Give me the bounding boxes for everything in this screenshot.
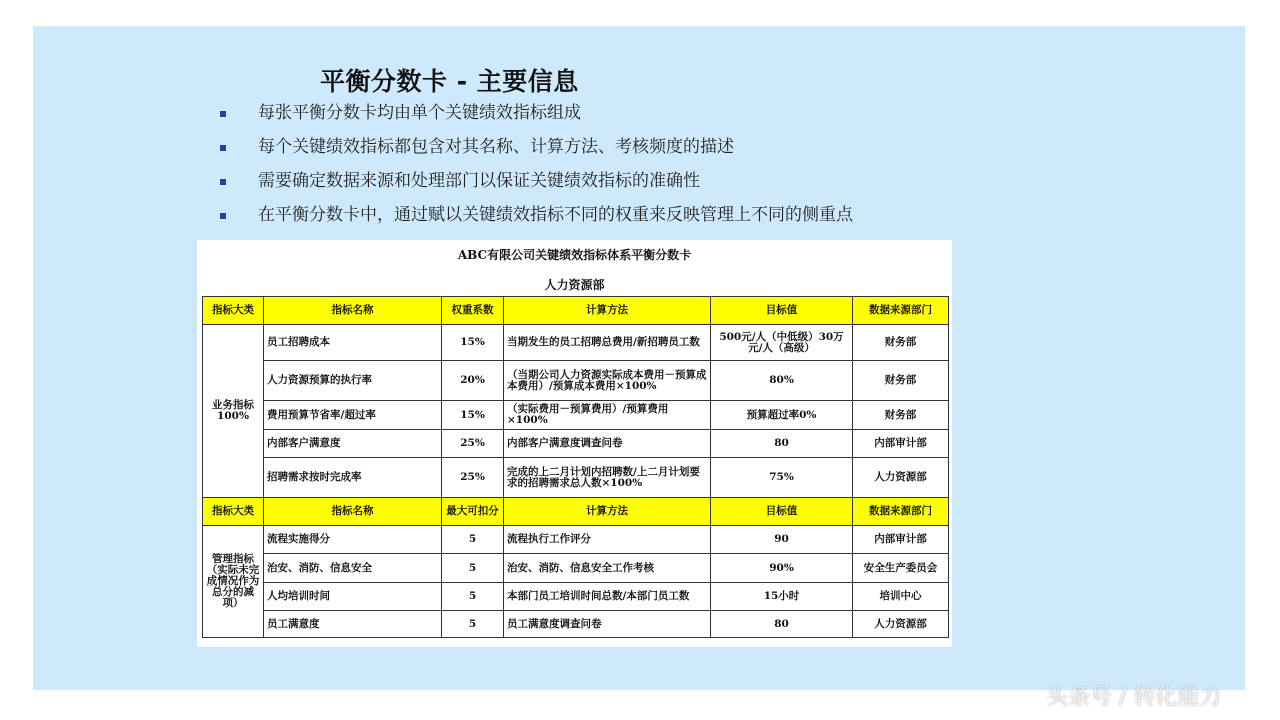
indicator-name: 人均培训时间 — [264, 583, 442, 611]
header-cell: 指标大类 — [203, 297, 264, 325]
header-cell: 指标名称 — [264, 498, 442, 526]
method-cell: 员工满意度调查问卷 — [504, 611, 711, 638]
header-cell: 目标值 — [711, 498, 853, 526]
target-cell: 15小时 — [711, 583, 853, 611]
group-label-management: 管理指标（实际未完成情况作为总分的减项） — [203, 526, 264, 638]
target-cell: 80 — [711, 430, 853, 458]
table-header-row — [203, 297, 949, 325]
header-cell: 数据来源部门 — [853, 498, 949, 526]
indicator-name: 员工满意度 — [264, 611, 442, 638]
target-cell: 80% — [711, 361, 853, 401]
table-row — [203, 458, 949, 498]
deduction-cell: 5 — [442, 526, 504, 554]
target-cell: 75% — [711, 458, 853, 498]
header-cell: 数据来源部门 — [853, 297, 949, 325]
bullet-item — [218, 166, 853, 200]
target-cell: 90% — [711, 554, 853, 583]
method-cell: 内部客户满意度调查问卷 — [504, 430, 711, 458]
deduction-cell: 5 — [442, 611, 504, 638]
source-cell: 人力资源部 — [853, 611, 949, 638]
weight-cell: 25% — [442, 430, 504, 458]
source-cell: 财务部 — [853, 325, 949, 361]
indicator-name: 治安、消防、信息安全 — [264, 554, 442, 583]
bullet-text: 在平衡分数卡中，通过赋以关键绩效指标不同的权重来反映管理上不同的侧重点 — [258, 205, 853, 225]
method-cell: 本部门员工培训时间总数/本部门员工数 — [504, 583, 711, 611]
table-row — [203, 401, 949, 430]
header-cell: 计算方法 — [504, 297, 711, 325]
bullet-square-icon — [220, 145, 226, 151]
scorecard-caption: ABC有限公司关键绩效指标体系平衡分数卡 — [457, 248, 692, 262]
bullet-item — [218, 132, 853, 166]
source-cell: 财务部 — [853, 361, 949, 401]
scorecard-department: 人力资源部 — [544, 278, 605, 292]
target-cell: 预算超过率0% — [711, 401, 853, 430]
target-cell: 500元/人（中低级）30万元/人（高级） — [711, 325, 853, 361]
indicator-name: 流程实施得分 — [264, 526, 442, 554]
table-row — [203, 611, 949, 638]
group-label-business: 业务指标100% — [203, 325, 264, 498]
deduction-cell: 5 — [442, 554, 504, 583]
source-cell: 内部审计部 — [853, 430, 949, 458]
indicator-name: 员工招聘成本 — [264, 325, 442, 361]
header-cell: 目标值 — [711, 297, 853, 325]
weight-cell: 15% — [442, 401, 504, 430]
bullet-square-icon — [220, 213, 226, 219]
header-cell: 计算方法 — [504, 498, 711, 526]
scorecard-panel — [197, 240, 952, 647]
method-cell: （实际费用－预算费用）/预算费用×100% — [504, 401, 711, 430]
bullet-square-icon — [220, 179, 226, 185]
source-cell: 财务部 — [853, 401, 949, 430]
indicator-name: 招聘需求按时完成率 — [264, 458, 442, 498]
header-cell: 最大可扣分 — [442, 498, 504, 526]
source-cell: 安全生产委员会 — [853, 554, 949, 583]
table-row — [203, 361, 949, 401]
header-cell: 指标大类 — [203, 498, 264, 526]
table-row — [203, 325, 949, 361]
weight-cell: 20% — [442, 361, 504, 401]
bullet-text: 每张平衡分数卡均由单个关键绩效指标组成 — [258, 103, 581, 123]
weight-cell: 25% — [442, 458, 504, 498]
method-cell: 治安、消防、信息安全工作考核 — [504, 554, 711, 583]
bullet-item — [218, 200, 853, 234]
slide-title: 平衡分数卡 - 主要信息 — [320, 67, 579, 96]
indicator-name: 费用预算节省率/超过率 — [264, 401, 442, 430]
indicator-name: 内部客户满意度 — [264, 430, 442, 458]
table-header-row — [203, 498, 949, 526]
scorecard-table — [202, 296, 949, 638]
table-row — [203, 554, 949, 583]
bullet-square-icon — [220, 111, 226, 117]
table-row — [203, 430, 949, 458]
table-row — [203, 526, 949, 554]
source-cell: 培训中心 — [853, 583, 949, 611]
bullet-text: 每个关键绩效指标都包含对其名称、计算方法、考核频度的描述 — [258, 137, 734, 157]
bullet-list — [218, 98, 853, 234]
watermark: 头条号 / 转化能力 — [1046, 685, 1222, 710]
header-cell: 指标名称 — [264, 297, 442, 325]
method-cell: 完成的上二月计划内招聘数/上二月计划要求的招聘需求总人数×100% — [504, 458, 711, 498]
deduction-cell: 5 — [442, 583, 504, 611]
source-cell: 内部审计部 — [853, 526, 949, 554]
source-cell: 人力资源部 — [853, 458, 949, 498]
weight-cell: 15% — [442, 325, 504, 361]
bullet-text: 需要确定数据来源和处理部门以保证关键绩效指标的准确性 — [258, 171, 700, 191]
header-cell: 权重系数 — [442, 297, 504, 325]
target-cell: 80 — [711, 611, 853, 638]
indicator-name: 人力资源预算的执行率 — [264, 361, 442, 401]
target-cell: 90 — [711, 526, 853, 554]
method-cell: 当期发生的员工招聘总费用/新招聘员工数 — [504, 325, 711, 361]
bullet-item — [218, 98, 853, 132]
table-row — [203, 583, 949, 611]
method-cell: 流程执行工作评分 — [504, 526, 711, 554]
method-cell: （当期公司人力资源实际成本费用－预算成本费用）/预算成本费用×100% — [504, 361, 711, 401]
